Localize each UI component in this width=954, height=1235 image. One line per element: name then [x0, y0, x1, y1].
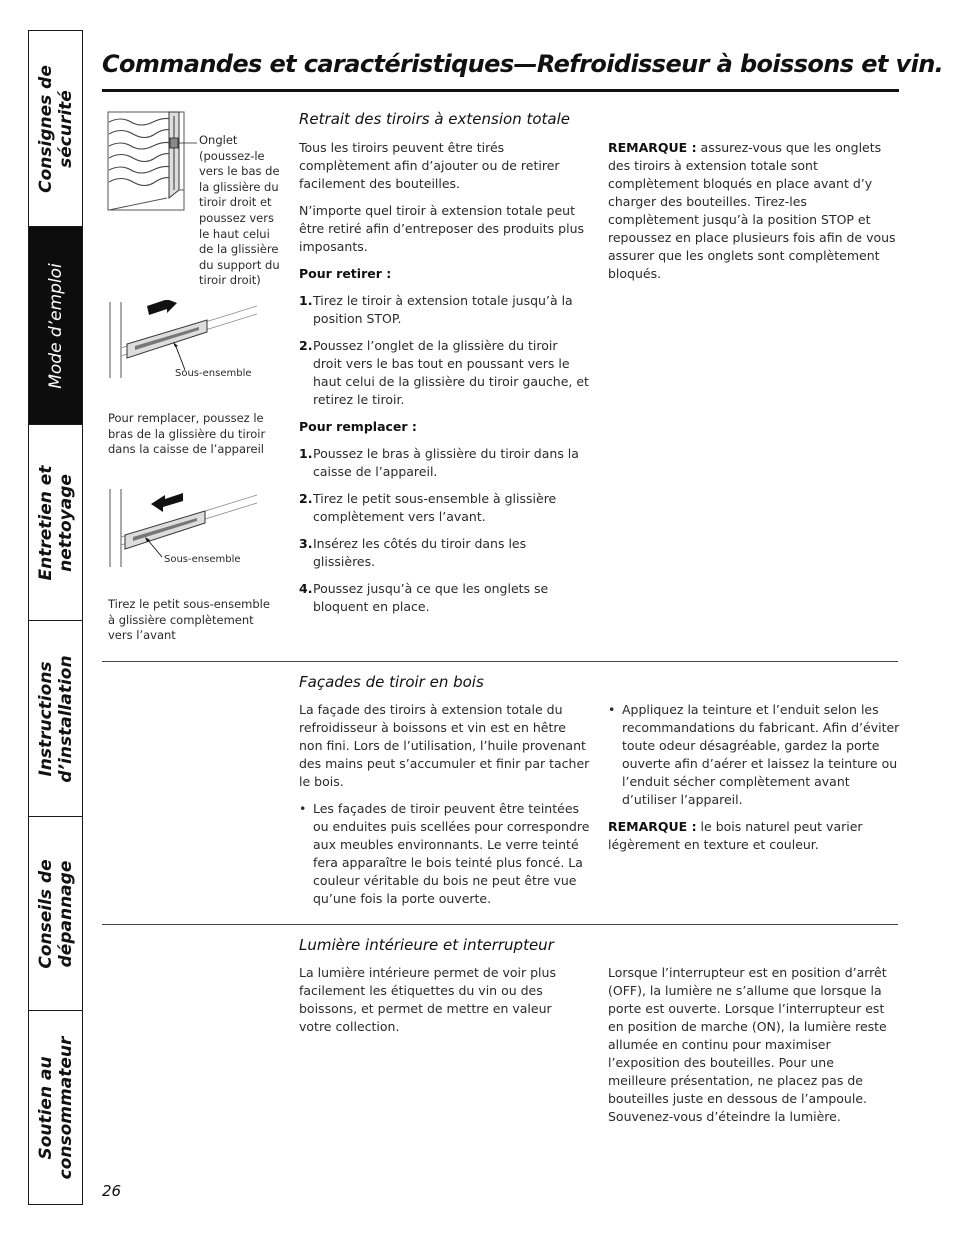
tab-label: Mode d’emploi — [45, 262, 66, 389]
list-item: • Les façades de tiroir peuvent être teintées ou enduites puis scellées pour correspondre aux meubles environnants. Le verre teinté fera apparaître le bois teinté plus foncé. La couleur véritable du bois ne peut être vue qu’une fois la porte ouverte. — [299, 801, 590, 906]
figure-3-caption: Tirez le petit sous-ensemble à glissière complètement vers l’avant — [108, 597, 270, 643]
paragraph: Tous les tiroirs peuvent être tirés complètement afin d’ajouter ou de retirer facilement des bouteilles. — [299, 140, 560, 191]
section-divider — [102, 661, 898, 662]
tab-label: Consignes de sécurité — [35, 64, 76, 193]
section-1-heading: Retrait des tiroirs à extension totale — [299, 110, 570, 128]
figure-2-caption: Pour remplacer, poussez le bras de la glissière du tiroir dans la caisse de l’appareil — [108, 411, 266, 457]
replace-heading: Pour remplacer : — [299, 419, 417, 434]
page-title: Commandes et caractéristiques—Refroidisseur à boissons et vin. — [102, 50, 944, 78]
page-number: 26 — [102, 1182, 122, 1200]
section-1-left-column — [299, 139, 589, 625]
list-item: • Appliquez la teinture et l’enduit selon les recommandations du fabricant. Afin d’éviter toute odeur désagréable, gardez la porte ouverte afin d’aérer et laissez la teinture ou l’enduit sécher complètement avant d’utiliser l’appareil. — [608, 702, 900, 807]
tab-soutien-au-consommateur[interactable] — [29, 1011, 82, 1204]
remove-heading: Pour retirer : — [299, 266, 392, 281]
figure-3-label: Sous-ensemble — [164, 554, 241, 565]
title-rule — [102, 89, 899, 92]
tab-conseils-de-depannage[interactable] — [29, 817, 82, 1011]
list-item: 2. Poussez l’onglet de la glissière du tiroir droit vers le bas tout en poussant vers le haut celui de la glissière du tiroir gauche, et retirez le tiroir. — [299, 338, 589, 407]
list-item: 4. Poussez jusqu’à ce que les onglets se bloquent en place. — [299, 581, 549, 614]
paragraph: La façade des tiroirs à extension totale du refroidisseur à boissons et vin est en hêtre non fini. Lors de l’utilisation, l’huile provenant des mains peut s’accumuler et finir par tacher le bois. — [299, 702, 590, 789]
list-item: 1. Poussez le bras à glissière du tiroir dans la caisse de l’appareil. — [299, 446, 579, 479]
drawer-tab-illustration — [107, 110, 197, 215]
section-divider — [102, 924, 898, 925]
section-2-right-column: • Appliquez la teinture et l’enduit selon les recommandations du fabricant. Afin d’éviter toute odeur désagréable, gardez la porte ouverte afin d’aérer et laissez la teinture ou l’enduit sécher complètement avant d’utiliser l’appareil. REMARQUE : le bois naturel peut varier légèrement en texture et couleur. — [608, 702, 900, 852]
list-item: 1. Tirez le tiroir à extension totale jusqu’à la position STOP. — [299, 293, 573, 326]
tab-consignes-de-securite[interactable] — [29, 31, 82, 227]
tab-label: Entretien et nettoyage — [35, 465, 76, 580]
tab-instructions-d-installation[interactable] — [29, 621, 82, 817]
tab-entretien-et-nettoyage[interactable] — [29, 425, 82, 621]
tab-mode-d-emploi[interactable] — [29, 227, 82, 425]
section-2-heading: Façades de tiroir en bois — [299, 673, 484, 691]
section-tabs — [28, 30, 83, 1205]
figure-1-callout: Onglet (poussez-le vers le bas de la glissière du tiroir droit et poussez vers le haut celui de la glissière du support du tiroir droit) — [199, 133, 280, 288]
figure-2-label: Sous-ensemble — [175, 368, 252, 379]
paragraph: N’importe quel tiroir à extension totale peut être retiré afin d’entreposer des produits plus imposants. — [299, 203, 584, 254]
list-item: 3. Insérez les côtés du tiroir dans les glissières. — [299, 536, 527, 569]
section-3-heading: Lumière intérieure et interrupteur — [299, 936, 554, 954]
section-3-left-column — [299, 964, 561, 1045]
section-1-note: REMARQUE : assurez-vous que les onglets des tiroirs à extension totale sont complètement bloqués en place avant d’y charger des bouteilles. Tirez-les complètement jusqu’à la position STOP et repoussez en place plusieurs fois afin de vous assurer que les onglets sont complètement bloqués. — [608, 140, 896, 281]
section-3-right-column — [608, 964, 890, 1135]
tab-label: Instructions d’installation — [35, 654, 76, 783]
list-item: 2. Tirez le petit sous-ensemble à glissière complètement vers l’avant. — [299, 491, 557, 524]
paragraph: Lorsque l’interrupteur est en position d’arrêt (OFF), la lumière ne s’allume que lorsque la porte est ouverte. Lorsque l’interrupteur est en position de marche (ON), la lumière reste allumée en continu pour maximiser l’exposition des bouteilles. Pour une meilleure présentation, ne placez pas de bouteilles juste en dessous de l’ampoule. Souvenez-vous d’éteindre la lumière. — [608, 965, 887, 1124]
tab-label: Soutien au consommateur — [35, 1036, 76, 1179]
tab-label: Conseils de dépannage — [35, 858, 76, 969]
paragraph: La lumière intérieure permet de voir plus facilement les étiquettes du vin ou des boissons, et permet de mettre en valeur votre collection. — [299, 965, 556, 1034]
section-2-left-column — [299, 701, 591, 917]
